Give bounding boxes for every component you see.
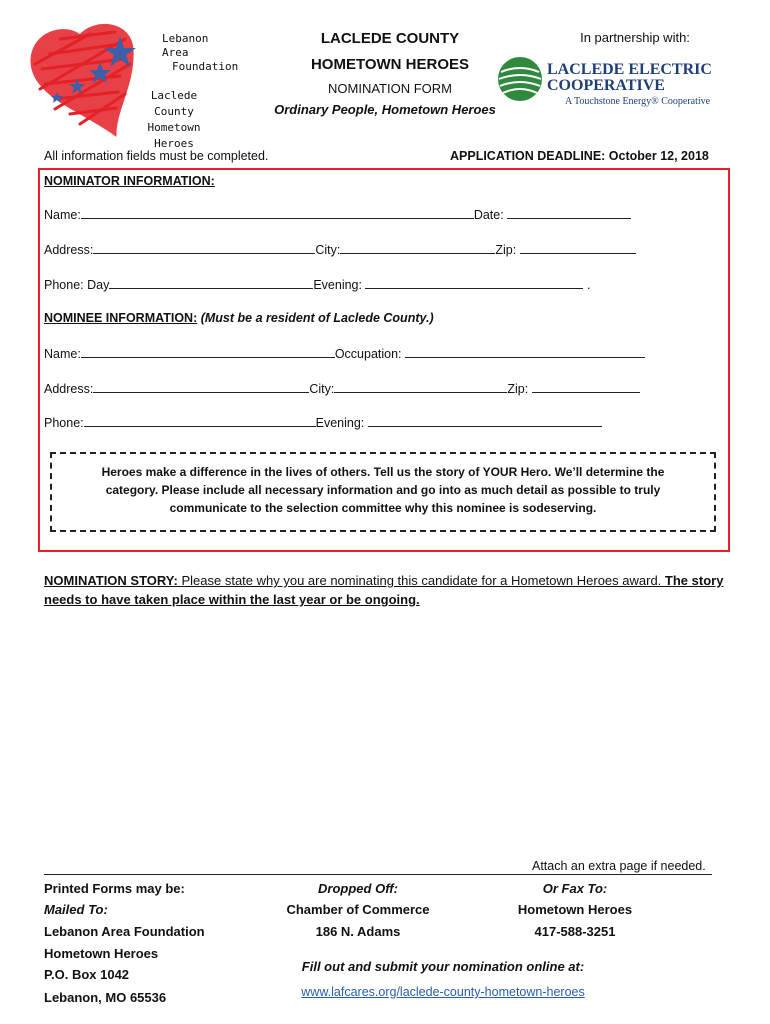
nominator-heading: NOMINATOR INFORMATION: xyxy=(44,174,215,188)
fax-line-2: 417-588-3251 xyxy=(534,924,616,939)
application-deadline: APPLICATION DEADLINE: October 12, 2018 xyxy=(450,149,709,163)
mail-line-4: Lebanon, MO 65536 xyxy=(44,990,167,1005)
fields-notice: All information fields must be completed. xyxy=(44,149,269,163)
label-occupation: Occupation: xyxy=(334,347,402,361)
mail-line-1: Lebanon Area Foundation xyxy=(44,924,205,939)
nominator-name-field[interactable] xyxy=(81,206,474,219)
nominee-heading: NOMINEE INFORMATION: xyxy=(44,311,198,325)
label-date: Date: xyxy=(473,208,504,222)
nominator-zip-field[interactable] xyxy=(520,241,636,254)
dropped-off-label: Dropped Off: xyxy=(318,881,398,896)
online-submit-text: Fill out and submit your nomination online at: xyxy=(301,959,585,974)
label-address: Address: xyxy=(44,243,94,257)
nominator-phone-day-field[interactable] xyxy=(109,276,313,289)
label-phone-day: Phone: Day xyxy=(44,278,110,292)
trailing-mark: . xyxy=(586,278,591,292)
nominee-city-field[interactable] xyxy=(334,380,507,393)
nominee-note: (Must be a resident of Laclede County.) xyxy=(200,311,434,325)
globe-icon xyxy=(497,56,543,102)
fax-line-1: Hometown Heroes xyxy=(517,902,633,917)
printed-forms-label: Printed Forms may be: xyxy=(44,881,185,896)
nominee-phone-row xyxy=(44,414,602,430)
logo-text-line3: Laclede County xyxy=(150,89,198,118)
lebanon-area-foundation-logo xyxy=(20,14,239,150)
nominator-phone-row xyxy=(44,276,590,292)
title-form: NOMINATION FORM xyxy=(328,81,452,96)
nominator-address-row xyxy=(44,241,636,257)
label-nominee-name: Name: xyxy=(44,347,81,361)
label-zip: Zip: xyxy=(495,243,517,257)
story-label: NOMINATION STORY: xyxy=(44,573,178,588)
nominee-name-field[interactable] xyxy=(81,345,335,358)
title-heroes: HOMETOWN HEROES xyxy=(310,56,470,73)
nomination-story-prompt xyxy=(44,571,734,609)
story-text: Please state why you are nominating this candidate for a Hometown Heroes award. xyxy=(177,573,665,588)
story-writing-area[interactable] xyxy=(44,612,732,858)
fax-label: Or Fax To: xyxy=(542,881,608,896)
nominee-address-field[interactable] xyxy=(93,380,309,393)
divider-line xyxy=(44,874,712,875)
nominee-address-row xyxy=(44,380,640,396)
label-nominee-zip: Zip: xyxy=(507,382,529,396)
hero-instructions-text: Heroes make a difference in the lives of others. Tell us the story of YOUR Hero. We’ll determine the category. Please include all necessary information and go into as much detail as possible to truly communicate to the selection committee why this nominee is sodeserving. xyxy=(101,465,665,515)
online-submit-link[interactable]: www.lafcares.org/laclede-county-hometown-heroes xyxy=(301,985,585,999)
nominator-date-field[interactable] xyxy=(507,206,631,219)
mail-line-2: Hometown Heroes xyxy=(44,946,159,961)
logo-text-line1: Lebanon Area xyxy=(162,32,209,59)
nominator-evening-field[interactable] xyxy=(365,276,583,289)
label-name: Name: xyxy=(44,208,81,222)
nominee-evening-field[interactable] xyxy=(368,414,602,427)
nominator-city-field[interactable] xyxy=(340,241,495,254)
subtitle: Ordinary People, Hometown Heroes xyxy=(274,102,496,117)
nominee-zip-field[interactable] xyxy=(532,380,640,393)
nominator-name-row xyxy=(44,206,631,222)
label-city: City: xyxy=(315,243,341,257)
story-requirement: The story needs to have taken place within the last year or be ongoing. xyxy=(44,573,724,607)
attach-note: Attach an extra page if needed. xyxy=(532,859,706,873)
logo-text-line4: Hometown xyxy=(147,121,201,134)
label-nominee-address: Address: xyxy=(44,382,94,396)
label-nominee-evening: Evening: xyxy=(315,416,365,430)
logo-right-line1: LACLEDE ELECTRIC xyxy=(547,61,712,78)
logo-text-line2: Foundation xyxy=(172,60,239,73)
label-evening: Evening: xyxy=(313,278,362,292)
label-nominee-city: City: xyxy=(309,382,335,396)
laclede-electric-logo xyxy=(495,52,735,120)
nominee-phone-field[interactable] xyxy=(84,414,316,427)
logo-text-line5: Heroes xyxy=(154,137,194,150)
label-nominee-phone: Phone: xyxy=(44,416,84,430)
nominee-occupation-field[interactable] xyxy=(405,345,645,358)
drop-line-1: Chamber of Commerce xyxy=(286,902,430,917)
nominator-address-field[interactable] xyxy=(93,241,315,254)
logo-right-tagline: A Touchstone Energy® Cooperative xyxy=(565,96,711,107)
mail-line-3: P.O. Box 1042 xyxy=(44,967,130,982)
partner-text: In partnership with: xyxy=(580,30,690,45)
title-county: LACLEDE COUNTY xyxy=(320,30,460,47)
logo-right-line2: COOPERATIVE xyxy=(547,77,665,94)
mailed-to-label: Mailed To: xyxy=(44,902,108,917)
drop-line-2: 186 N. Adams xyxy=(315,924,401,939)
nominee-name-row xyxy=(44,345,645,361)
